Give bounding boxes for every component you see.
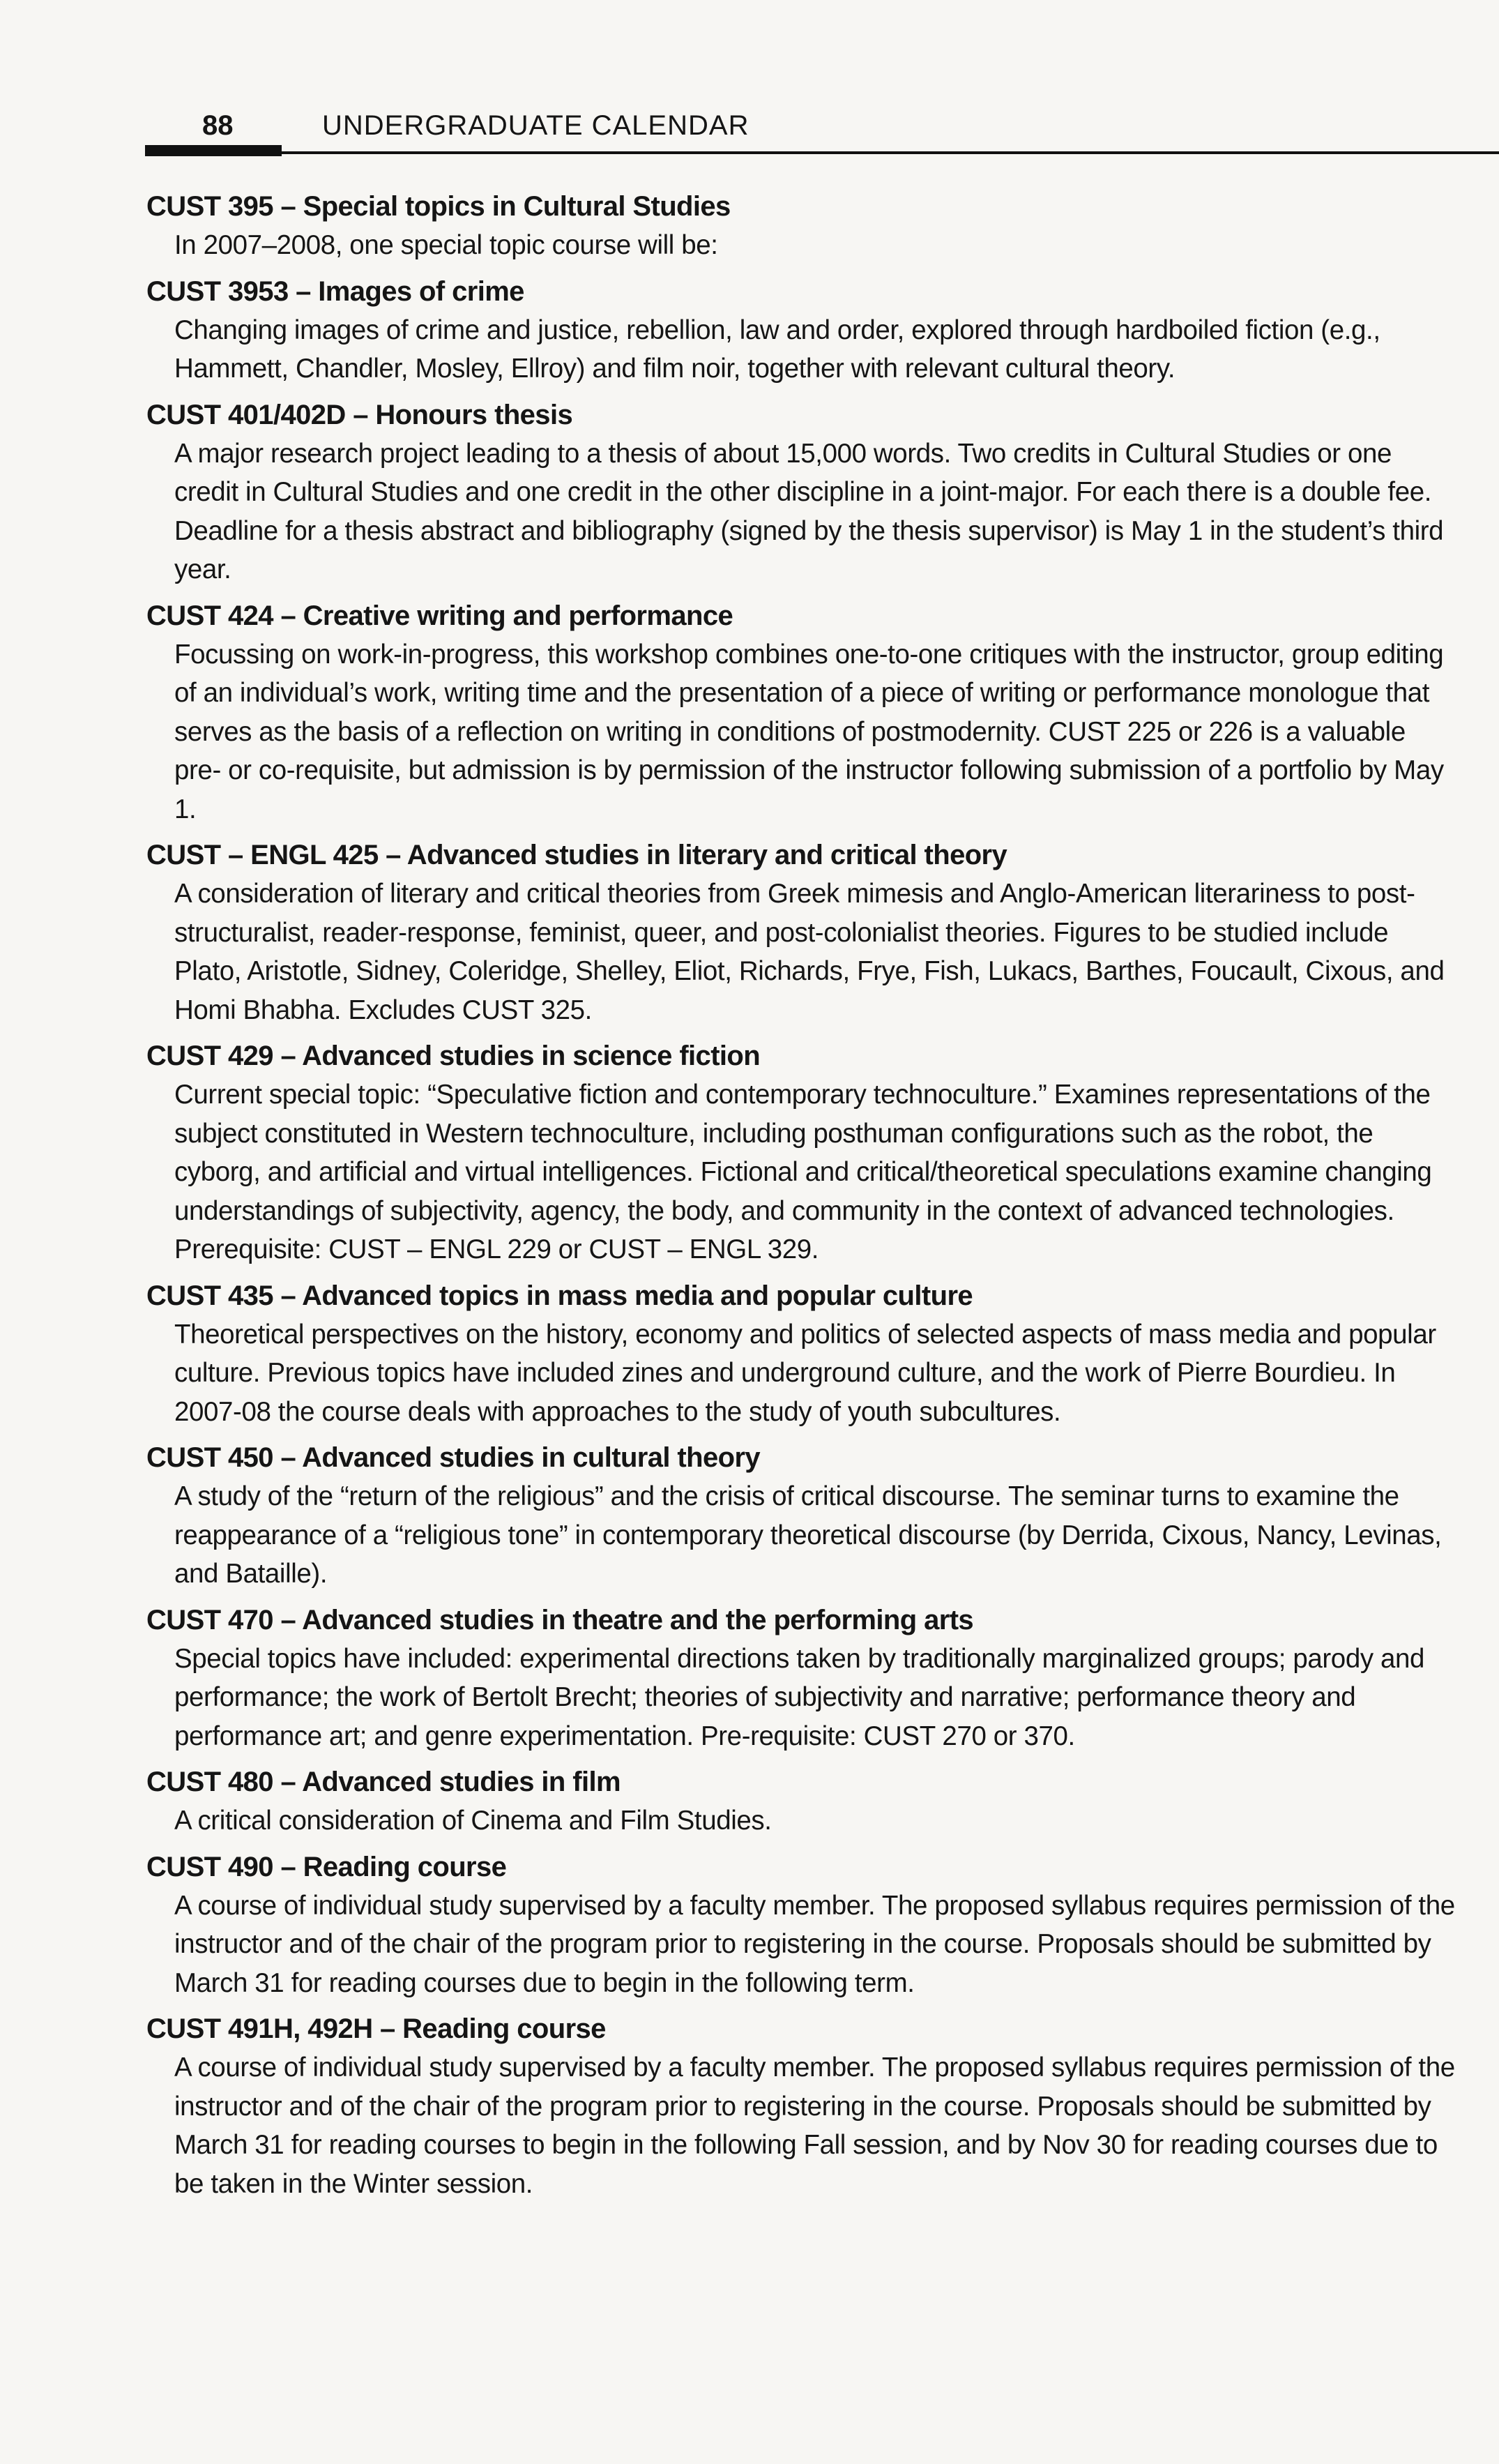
- course-description: A critical consideration of Cinema and Film Studies.: [174, 1806, 772, 1836]
- course-title: CUST 429 – Advanced studies in science fiction: [146, 1041, 761, 1071]
- course-description: In 2007–2008, one special topic course will be:: [174, 230, 718, 260]
- header-rule-thin: [282, 151, 1499, 154]
- course-entry: [146, 1847, 1457, 2003]
- course-entry: [146, 836, 1457, 1029]
- running-title: UNDERGRADUATE CALENDAR: [322, 110, 750, 141]
- course-description: Current special topic: “Speculative fiction and contemporary technoculture.” Examines representations of the subject constituted in Western technoculture, including posthuman configurations such as the robot, the cyborg, and artificial and virtual intelligences. Fictional and critical/theoretical speculations examine changing understandings of subjectivity, agency, the body, and community in the context of advanced technologies. Prerequisite: CUST – ENGL 229 or CUST – ENGL 329.: [174, 1080, 1432, 1264]
- course-title: CUST 424 – Creative writing and performance: [146, 600, 733, 631]
- course-title: CUST 450 – Advanced studies in cultural theory: [146, 1442, 761, 1473]
- course-description: Special topics have included: experimental directions taken by traditionally marginalized groups; parody and performance; the work of Bertolt Brecht; theories of subjectivity and narrative; performance theory and performance art; and genre experimentation. Pre-requisite: CUST 270 or 370.: [174, 1643, 1425, 1751]
- course-description: A study of the “return of the religious” and the crisis of critical discourse. The seminar turns to examine the reappearance of a “religious tone” in contemporary theoretical discourse (by Derrida, Cixous, Nancy, Levinas, and Bataille).: [174, 1481, 1442, 1589]
- course-entry: [146, 1438, 1457, 1594]
- course-title: CUST 3953 – Images of crime: [146, 275, 524, 307]
- course-entry: [146, 272, 1457, 388]
- course-title: CUST – ENGL 425 – Advanced studies in literary and critical theory: [146, 840, 1007, 870]
- course-title: CUST 491H, 492H – Reading course: [146, 2013, 606, 2044]
- header-rule-thick: [145, 145, 282, 156]
- page-header: [145, 105, 1452, 160]
- course-title: CUST 395 – Special topics in Cultural Studies: [146, 191, 731, 222]
- page-number: 88: [202, 110, 234, 141]
- course-title: CUST 435 – Advanced topics in mass media and popular culture: [146, 1280, 973, 1311]
- course-entry: [146, 1762, 1457, 1841]
- course-list: [146, 187, 1457, 2210]
- course-entry: [146, 1601, 1457, 1756]
- course-entry: [146, 395, 1457, 589]
- course-entry: [146, 1036, 1457, 1269]
- course-entry: [146, 2009, 1457, 2203]
- course-description: Focussing on work-in-progress, this workshop combines one-to-one critiques with the instructor, group editing of an individual’s work, writing time and the presentation of a piece of writing or performance monologue that serves as the basis of a reflection on writing in conditions of postmodernity. CUST 225 or 226 is a valuable pre- or co-requisite, but admission is by permission of the instructor following submission of a portfolio by May 1.: [174, 639, 1444, 824]
- course-title: CUST 480 – Advanced studies in film: [146, 1767, 621, 1797]
- course-title: CUST 490 – Reading course: [146, 1851, 507, 1882]
- course-entry: [146, 187, 1457, 265]
- course-description: Theoretical perspectives on the history, economy and politics of selected aspects of mass media and popular culture. Previous topics have included zines and underground culture, and the work of Pierre Bourdieu. In 2007-08 the course deals with approaches to the study of youth subcultures.: [174, 1319, 1436, 1427]
- course-title: CUST 401/402D – Honours thesis: [146, 399, 573, 430]
- course-entry: [146, 596, 1457, 829]
- course-description: A major research project leading to a thesis of about 15,000 words. Two credits in Cultural Studies or one credit in Cultural Studies and one credit in the other discipline in a joint-major. For each there is a double fee. Deadline for a thesis abstract and bibliography (signed by the thesis supervisor) is May 1 in the student’s third year.: [174, 438, 1444, 584]
- course-entry: [146, 1276, 1457, 1432]
- course-title: CUST 470 – Advanced studies in theatre and the performing arts: [146, 1604, 974, 1635]
- course-description: A course of individual study supervised by a faculty member. The proposed syllabus requires permission of the instructor and of the chair of the program prior to registering in the course. Proposals should be submitted by March 31 for reading courses due to begin in the following term.: [174, 1890, 1455, 1998]
- course-description: A course of individual study supervised by a faculty member. The proposed syllabus requires permission of the instructor and of the chair of the program prior to registering in the course. Proposals should be submitted by March 31 for reading courses to begin in the following Fall session, and by Nov 30 for reading courses due to be taken in the Winter session.: [174, 2053, 1455, 2199]
- course-description: Changing images of crime and justice, rebellion, law and order, explored through hardboiled fiction (e.g., Hammett, Chandler, Mosley, Ellroy) and film noir, together with relevant cultural theory.: [174, 315, 1380, 384]
- course-description: A consideration of literary and critical theories from Greek mimesis and Anglo-American literariness to post-structuralist, reader-response, feminist, queer, and post-colonialist theories. Figures to be studied include Plato, Aristotle, Sidney, Coleridge, Shelley, Eliot, Richards, Frye, Fish, Lukacs, Barthes, Foucault, Cixous, and Homi Bhabha. Excludes CUST 325.: [174, 879, 1445, 1025]
